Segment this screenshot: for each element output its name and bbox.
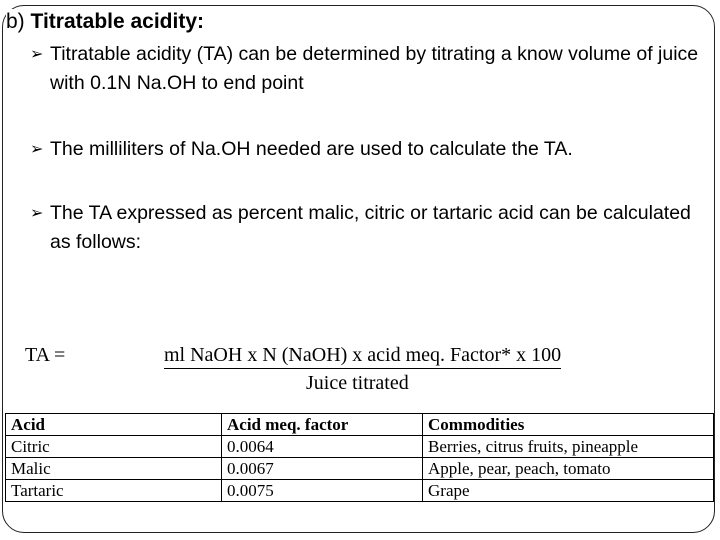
- ta-formula: [0, 340, 720, 400]
- title-main: Titratable acidity:: [30, 10, 205, 33]
- arrow-bullet-icon: ➢: [30, 46, 44, 63]
- table-row: [6, 436, 714, 458]
- bullet-item: [30, 199, 710, 257]
- formula-numerator: ml NaOH x N (NaOH) x acid meq. Factor* x 100: [164, 344, 561, 369]
- cell-commodities: Berries, citrus fruits, pineapple: [423, 436, 714, 458]
- cell-factor: 0.0067: [222, 458, 423, 480]
- arrow-bullet-icon: ➢: [30, 141, 44, 158]
- formula-denominator: Juice titrated: [306, 372, 409, 394]
- cell-acid: Malic: [6, 458, 222, 480]
- acid-factor-table: [5, 413, 714, 502]
- column-header-commodities: Commodities: [423, 414, 714, 436]
- cell-factor: 0.0064: [222, 436, 423, 458]
- title-prefix: b): [6, 10, 31, 33]
- bullet-text: The TA expressed as percent malic, citric or tartaric acid can be calculated as follows:: [50, 202, 691, 253]
- arrow-bullet-icon: ➢: [30, 205, 44, 222]
- bullet-text: Titratable acidity (TA) can be determined by titrating a know volume of juice with 0.1N Na.OH to end point: [50, 43, 699, 94]
- slide-title: [6, 9, 210, 35]
- table-row: [6, 458, 714, 480]
- cell-factor: 0.0075: [222, 480, 423, 502]
- cell-commodities: Grape: [423, 480, 714, 502]
- bullet-item: [30, 135, 710, 164]
- formula-lhs: TA =: [25, 344, 66, 366]
- column-header-acid: Acid: [6, 414, 222, 436]
- bullet-text: The milliliters of Na.OH needed are used to calculate the TA.: [50, 138, 573, 160]
- column-header-meq-factor: Acid meq. factor: [222, 414, 423, 436]
- table-row: [6, 480, 714, 502]
- cell-acid: Tartaric: [6, 480, 222, 502]
- bullet-item: [30, 40, 710, 98]
- cell-acid: Citric: [6, 436, 222, 458]
- table-header-row: [6, 414, 714, 436]
- cell-commodities: Apple, pear, peach, tomato: [423, 458, 714, 480]
